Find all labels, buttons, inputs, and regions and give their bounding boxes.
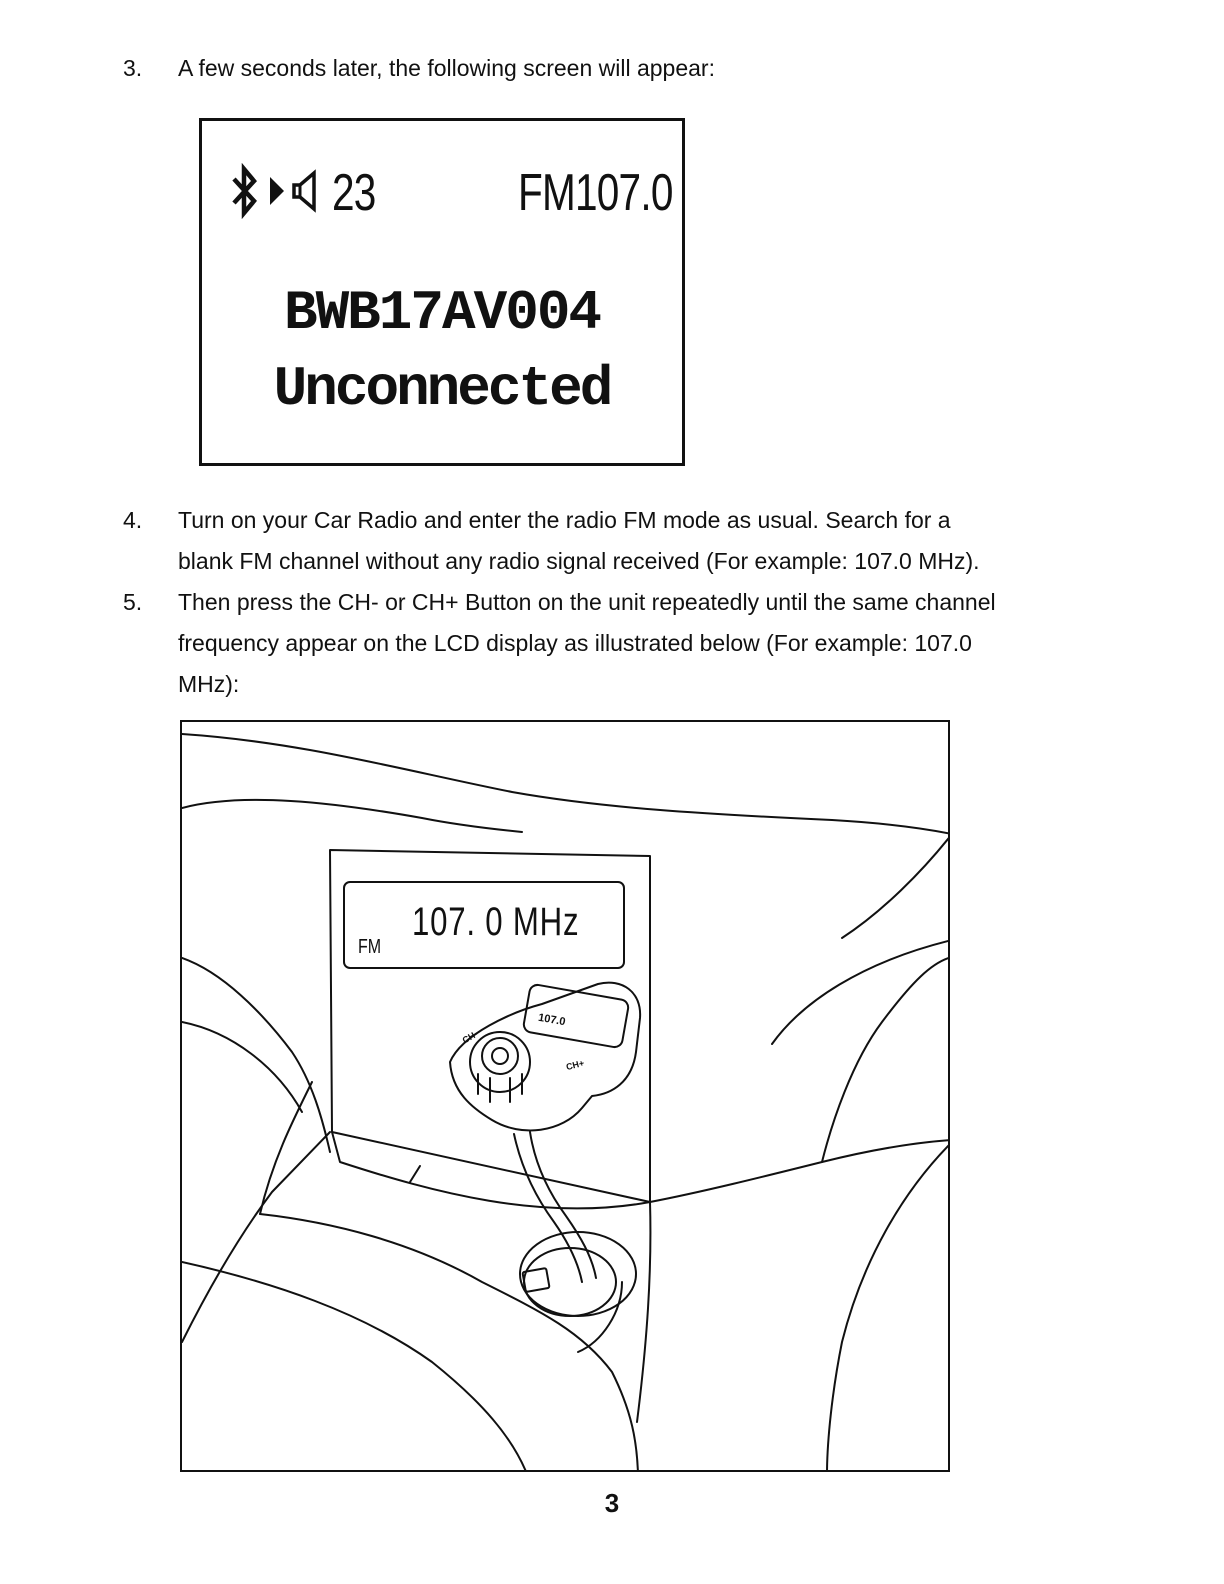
step-text [178,582,996,705]
speaker-icon [292,163,318,224]
ch-plus-button: CH+ [565,1057,586,1073]
bluetooth-icon [230,163,260,224]
transmitter-frequency-display: 107.0 [537,1011,567,1029]
ch-minus-button: CH- [460,1028,480,1046]
car-interior-drawing [182,722,950,1472]
lcd-status-row [230,163,673,223]
radio-band-label: FM [358,936,382,958]
lcd-screen-figure [199,118,685,466]
lcd-device-name: BWB17AV004 [283,281,601,345]
step-text [178,500,980,582]
lcd-frequency: FM107.0 [518,164,673,222]
step-text-line: Turn on your Car Radio and enter the radio FM mode as usual. Search for a [178,507,951,533]
step-number: 3. [123,55,143,81]
lcd-volume: 23 [332,164,376,222]
step-text-line: MHz): [178,671,240,697]
step-text-line: Then press the CH- or CH+ Button on the unit repeatedly until the same channel [178,589,996,615]
car-dashboard-illustration [180,720,950,1472]
step-text-line: frequency appear on the LCD display as illustrated below (For example: 107.0 [178,630,972,656]
lcd-connection-status: Unconnected [273,357,611,421]
radio-frequency-display: 107. 0 MHz [412,900,580,944]
step-text-line: blank FM channel without any radio signal received (For example: 107.0 MHz). [178,548,980,574]
step-text: A few seconds later, the following screen will appear: [178,55,715,81]
play-icon [268,163,286,224]
step-number: 4. [123,507,143,533]
page-number: 3 [604,1488,620,1518]
step-number: 5. [123,589,143,615]
